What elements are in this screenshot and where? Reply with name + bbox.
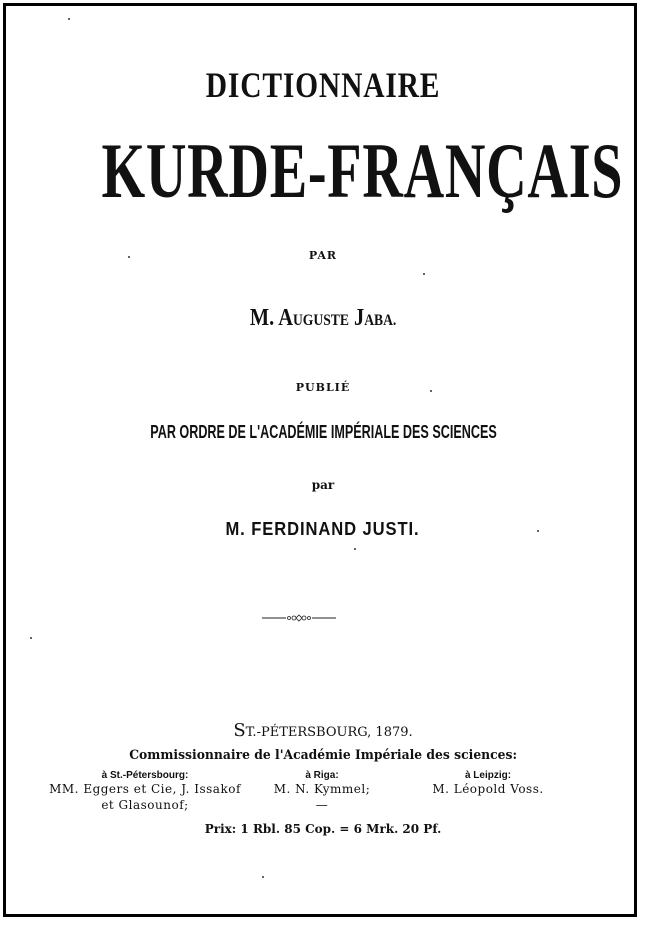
ornament-divider [262,612,336,624]
seller-city: à Riga: [305,770,339,781]
seller-city: à St.-Pétersbourg: [101,770,189,781]
print-speck [354,548,356,550]
author-last-initial: J [353,305,365,331]
seller-line-2: — [315,798,329,812]
title-line-2 [0,127,646,214]
author-last-rest: ABA. [364,312,397,329]
editor-name [0,519,646,540]
print-speck [68,18,70,20]
byline-par: PAR [308,249,338,262]
publication-place [0,720,646,741]
seller-st-petersbourg [40,770,250,813]
title-dictionnaire: DICTIONNAIRE [205,65,441,105]
author-first-rest: UGUSTE [292,312,349,329]
seller-riga [262,770,382,813]
commissionnaire-line [0,748,646,763]
seller-leipzig [418,770,558,797]
seller-line-1: MM. Eggers et Cie, J. Issakof [49,782,241,796]
place-initial: S [233,720,246,741]
print-speck [430,390,432,392]
seller-line-1: M. N. Kymmel; [273,782,371,796]
editor-text: M. FERDINAND JUSTI. [225,519,421,539]
seller-line-1: M. Léopold Voss. [432,782,544,796]
print-speck [537,530,539,532]
editor-par: par [311,478,335,492]
commissionnaire-text: Commissionnaire de l'Académie Impériale des sciences: [129,748,517,763]
print-speck [262,876,264,878]
order-text: PAR ORDRE DE L'ACADÉMIE IMPÉRIALE DES SCIENCES [149,422,497,442]
print-speck [30,637,32,639]
place-rest: T.-PÉTERSBOURG, 1879. [245,725,413,740]
print-speck [423,273,425,275]
title-line-1 [0,64,646,106]
author-prefix: M. A [249,305,293,331]
seller-city: à Leipzig: [464,770,512,781]
title-kurde-francais: KURDE-FRANÇAIS [101,127,624,214]
seller-line-2: et Glasounof; [101,798,189,812]
order-line [0,422,646,443]
author-name [0,305,646,332]
publie-label: PUBLIÉ [295,381,351,394]
print-speck [128,256,130,258]
price-line: Prix: 1 Rbl. 85 Cop. = 6 Mrk. 20 Pf. [204,822,442,836]
